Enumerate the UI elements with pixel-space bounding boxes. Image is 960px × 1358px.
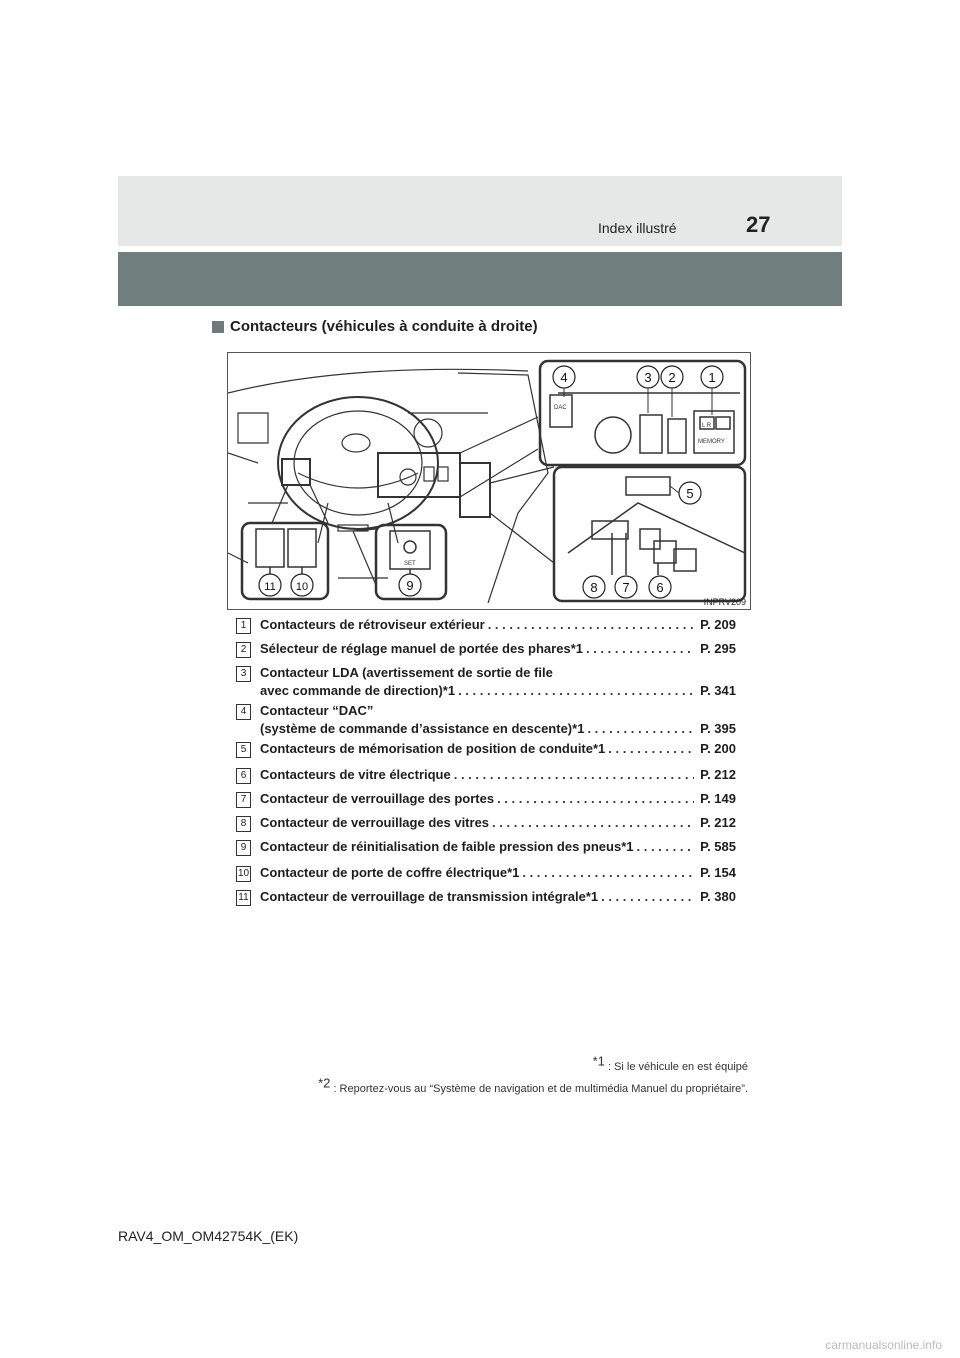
callout-3 — [637, 366, 659, 388]
item-number: 10 — [236, 866, 251, 882]
header-title: Index illustré — [598, 220, 677, 236]
page-reference[interactable]: P. 585 — [700, 839, 736, 854]
callout-4 — [553, 366, 575, 388]
list-item: 10 Contacteur de porte de coffre électrique *1 . . . P. 154 — [236, 864, 736, 882]
list-item: 9 Contacteur de réinitialisation de faible pression des pneus *1 . . . P. 585 — [236, 838, 736, 856]
dashboard-illustration — [228, 353, 750, 609]
page-reference[interactable]: P. 295 — [700, 641, 736, 656]
item-text-line1: Contacteur “DAC” — [260, 703, 374, 718]
item-text-line1: Contacteur LDA (avertissement de sortie de file — [260, 665, 553, 680]
list-item: 5 Contacteurs de mémorisation de position de conduite *1 . . . P. 200 — [236, 740, 736, 758]
item-number: 11 — [236, 890, 251, 906]
callout-5 — [679, 482, 701, 504]
svg-text:6: 6 — [656, 580, 664, 595]
figure-code: INPRV209 — [703, 597, 746, 607]
header-band — [118, 176, 842, 246]
dac-label: DAC — [554, 405, 567, 411]
svg-text:1: 1 — [708, 370, 716, 385]
leader-dots — [522, 864, 694, 882]
callout-9 — [399, 574, 421, 596]
item-number: 2 — [236, 642, 251, 658]
footnotes — [318, 1053, 748, 1100]
page-reference[interactable]: P. 209 — [700, 617, 736, 632]
item-text: Contacteurs de rétroviseur extérieur — [260, 617, 485, 632]
item-text: avec commande de direction) — [260, 683, 443, 698]
footnote-1: *1 : Si le véhicule en est équipé — [592, 1053, 748, 1073]
item-number: 8 — [236, 816, 251, 832]
callout-1 — [701, 366, 723, 388]
page-reference[interactable]: P. 154 — [700, 865, 736, 880]
callout-11 — [259, 574, 281, 596]
leader-dots — [454, 766, 694, 784]
memory-label: MEMORY — [698, 439, 725, 445]
callout-6 — [649, 576, 671, 598]
leader-dots — [458, 682, 694, 700]
lr-label: L R — [702, 423, 712, 429]
page-reference[interactable]: P. 200 — [700, 741, 736, 756]
list-item: 4 Contacteur “DAC” (système de commande d’assistance en descente) *1 . . . P. 395 — [236, 702, 736, 738]
callout-10 — [291, 574, 313, 596]
svg-text:5: 5 — [686, 486, 694, 501]
page-reference[interactable]: P. 149 — [700, 791, 736, 806]
item-text: Contacteur de verrouillage des portes — [260, 791, 495, 806]
header-dark-band — [118, 252, 842, 306]
leader-dots — [587, 720, 694, 738]
svg-text:4: 4 — [560, 370, 568, 385]
page-reference[interactable]: P. 395 — [700, 721, 736, 736]
item-text: (système de commande d’assistance en descente) — [260, 721, 573, 736]
watermark: carmanualsonline.info — [825, 1338, 942, 1352]
list-item — [236, 790, 736, 808]
callout-8 — [583, 576, 605, 598]
leader-dots — [497, 790, 694, 808]
list-item: 2 Sélecteur de réglage manuel de portée des phares *1 . . . P. 295 — [236, 640, 736, 658]
item-text: Contacteurs de mémorisation de position de conduite — [260, 741, 593, 756]
list-item — [236, 616, 736, 634]
footnote-2: *2 : Reportez-vous au “Système de navigation et de multimédia Manuel du propriétaire”. — [318, 1075, 748, 1095]
item-text: Contacteur de réinitialisation de faible pression des pneus — [260, 839, 622, 854]
leader-dots — [488, 616, 694, 634]
page-reference[interactable]: P. 341 — [700, 683, 736, 698]
list-item: 3 Contacteur LDA (avertissement de sortie de file avec commande de direction) *1 . . . P. 341 — [236, 664, 736, 700]
leader-dots — [608, 740, 694, 758]
item-number: 3 — [236, 666, 251, 682]
svg-text:11: 11 — [264, 581, 276, 593]
switches-figure — [227, 352, 751, 610]
section-square-icon — [212, 321, 224, 333]
item-number: 7 — [236, 792, 251, 808]
leader-dots — [637, 838, 695, 856]
item-text: Contacteurs de vitre électrique — [260, 767, 451, 782]
page-reference[interactable]: P. 380 — [700, 889, 736, 904]
item-number: 1 — [236, 618, 251, 634]
set-label: SET — [404, 561, 416, 567]
item-text: Contacteur de verrouillage des vitres — [260, 815, 490, 830]
list-item: 11 Contacteur de verrouillage de transmission intégrale *1 . . . P. 380 — [236, 888, 736, 906]
list-item — [236, 814, 736, 832]
svg-text:8: 8 — [590, 580, 598, 595]
leader-dots — [586, 640, 694, 658]
item-number: 4 — [236, 704, 251, 720]
leader-dots — [492, 814, 694, 832]
svg-text:10: 10 — [295, 581, 309, 593]
page-reference[interactable]: P. 212 — [700, 815, 736, 830]
list-item — [236, 766, 736, 784]
svg-text:2: 2 — [668, 370, 676, 385]
item-text: Contacteur de porte de coffre électrique — [260, 865, 508, 880]
svg-text:7: 7 — [622, 580, 630, 595]
item-number: 6 — [236, 768, 251, 784]
svg-text:9: 9 — [406, 578, 414, 593]
page-number: 27 — [746, 212, 771, 237]
page-reference[interactable]: P. 212 — [700, 767, 736, 782]
svg-text:3: 3 — [644, 370, 652, 385]
item-number: 9 — [236, 840, 251, 856]
item-text: Sélecteur de réglage manuel de portée des phares — [260, 641, 571, 656]
callout-7 — [615, 576, 637, 598]
section-title — [212, 318, 538, 335]
footer-code: RAV4_OM_OM42754K_(EK) — [118, 1228, 299, 1244]
leader-dots — [601, 888, 694, 906]
item-text: Contacteur de verrouillage de transmission intégrale — [260, 889, 586, 904]
section-title-text: Contacteurs (véhicules à conduite à droite) — [230, 318, 538, 335]
callout-2 — [661, 366, 683, 388]
item-number: 5 — [236, 742, 251, 758]
